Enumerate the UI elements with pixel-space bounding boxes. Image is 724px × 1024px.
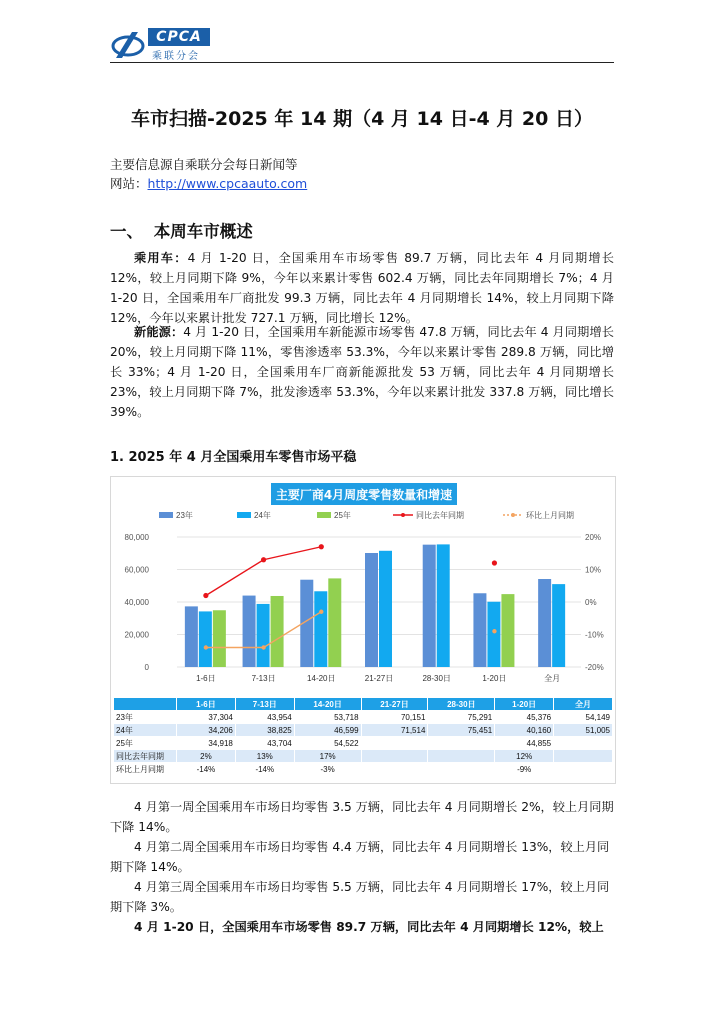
bar-24年 (437, 544, 450, 667)
y-left-tick: 20,000 (124, 630, 149, 640)
table-col-header: 14-20日 (294, 698, 361, 711)
y-right-tick: -10% (585, 630, 604, 640)
line-point-同比去年同期 (261, 557, 266, 562)
section-title: 本周车市概述 (153, 222, 253, 241)
table-cell: -3% (294, 763, 361, 776)
table-col-header: 1-6日 (177, 698, 236, 711)
week2-paragraph (110, 837, 614, 877)
section-number: 一、 (110, 222, 143, 241)
table-col-header: 28-30日 (428, 698, 495, 711)
bar-25年 (271, 596, 284, 667)
table-row-label: 环比上月同期 (114, 763, 177, 776)
y-left-tick: 0 (144, 663, 149, 672)
chart-title: 主要厂商4月周度零售数量和增速 (275, 488, 453, 502)
table-cell: 37,304 (177, 711, 236, 724)
table-cell: 13% (235, 750, 294, 763)
table-row-label: 同比去年同期 (114, 750, 177, 763)
table-cell: 34,206 (177, 724, 236, 737)
table-corner (114, 698, 177, 711)
summary-text: 4 月 1-20 日，全国乘用车市场零售 89.7 万辆，同比去年 4 月同期增长 12%，较上 (134, 920, 604, 934)
para-label: 新能源： (134, 325, 184, 339)
website-label: 网站： (110, 176, 148, 191)
x-tick-label: 7-13日 (251, 674, 276, 683)
table-cell: 71,514 (361, 724, 428, 737)
y-right-tick: -20% (585, 663, 604, 672)
table-cell: 17% (294, 750, 361, 763)
table-cell: 53,718 (294, 711, 361, 724)
table-cell: 75,451 (428, 724, 495, 737)
logo-text: CPCA (148, 28, 210, 46)
table-cell (361, 737, 428, 750)
page-header (110, 28, 614, 63)
week-text: 4 月第二周全国乘用车市场日均零售 4.4 万辆，同比去年 4 月同期增长 13%，较上月同期下降 14%。 (110, 840, 610, 874)
x-tick-label: 21-27日 (364, 674, 394, 683)
y-right-tick: 0% (585, 598, 597, 607)
table-cell: 75,291 (428, 711, 495, 724)
table-cell: -14% (177, 763, 236, 776)
subsection-heading: 1. 2025 年 4 月全国乘用车零售市场平稳 (110, 450, 357, 465)
bar-25年 (213, 610, 226, 667)
website-link[interactable]: http://www.cpcaauto.com (147, 176, 308, 191)
table-cell: 45,376 (495, 711, 554, 724)
summary-line (110, 917, 614, 937)
line-point-同比去年同期 (319, 544, 324, 549)
logo-cn-text: 乘联分会 (152, 51, 200, 62)
line-point-同比去年同期 (203, 593, 208, 598)
table-cell: 54,522 (294, 737, 361, 750)
bar-23年 (473, 593, 486, 667)
legend-label: 24年 (254, 511, 271, 520)
legend-swatch (317, 512, 331, 518)
week3-paragraph (110, 877, 614, 917)
line-point-同比去年同期 (492, 560, 497, 565)
weekly-retail-chart (110, 476, 616, 784)
table-cell (428, 737, 495, 750)
para-label: 乘用车： (134, 251, 188, 265)
bar-23年 (365, 553, 378, 667)
table-cell (361, 763, 428, 776)
series-line-同比去年同期 (264, 547, 322, 560)
legend-label: 环比上月同期 (526, 511, 574, 520)
bar-25年 (328, 578, 341, 667)
table-cell (361, 750, 428, 763)
table-cell: 54,149 (554, 711, 613, 724)
table-row-label: 23年 (114, 711, 177, 724)
table-cell (554, 763, 613, 776)
table-cell: -9% (495, 763, 554, 776)
week1-paragraph (110, 797, 614, 837)
y-left-tick: 80,000 (124, 533, 149, 542)
page-title: 车市扫描-2025 年 14 期（4 月 14 日-4 月 20 日） (131, 108, 593, 130)
legend-label: 23年 (176, 511, 193, 520)
passenger-car-paragraph (110, 248, 614, 328)
website-line (110, 174, 307, 192)
line-point-环比上月同期 (261, 645, 265, 649)
para-text: 4 月 1-20 日，全国乘用车新能源市场零售 47.8 万辆，同比去年 4 月同期增长 20%，较上月同期下降 11%，零售渗透率 53.3%，今年以来累计零售 289.8 万辆，同比增长 33%；4 月 1-20 日，全国乘用车厂商新能源批发 53 万辆，同比去年 4 月同期增长 23%，较上月同期下降 7%，批发渗透率 53.3%，今年以来累计批发 337.8 万辆，同比增长 39%。 (110, 325, 614, 419)
table-col-header: 7-13日 (235, 698, 294, 711)
bar-23年 (243, 596, 256, 667)
table-cell: 12% (495, 750, 554, 763)
cpca-emblem-icon (110, 28, 150, 62)
legend-label: 同比去年同期 (416, 511, 464, 520)
x-tick-label: 28-30日 (422, 674, 451, 683)
x-tick-label: 14-20日 (307, 674, 336, 683)
cpca-logo (110, 28, 220, 62)
table-cell: 44,855 (495, 737, 554, 750)
table-cell: 34,918 (177, 737, 236, 750)
x-tick-label: 1-20日 (482, 674, 507, 683)
legend-swatch (159, 512, 173, 518)
table-cell: 43,954 (235, 711, 294, 724)
table-cell: 51,005 (554, 724, 613, 737)
table-row-label: 25年 (114, 737, 177, 750)
table-col-header: 1-20日 (495, 698, 554, 711)
legend-swatch (237, 512, 251, 518)
table-cell: 43,704 (235, 737, 294, 750)
para-text: 4 月 1-20 日，全国乘用车市场零售 89.7 万辆，同比去年 4 月同期增长 12%，较上月同期下降 9%，今年以来累计零售 602.4 万辆，同比去年同期增长 7%；4 月 1-20 日，全国乘用车厂商批发 99.3 万辆，同比去年 4 月同期增长 14%，较上月同期下降 12%，今年以来累计批发 727.1 万辆，同比增长 12%。 (110, 251, 614, 325)
table-cell (554, 750, 613, 763)
bar-25年 (501, 594, 514, 667)
bar-24年 (199, 611, 212, 667)
line-point-环比上月同期 (319, 610, 323, 614)
x-tick-label: 1-6日 (196, 674, 216, 683)
line-point-环比上月同期 (492, 629, 496, 633)
table-cell (428, 763, 495, 776)
table-cell: -14% (235, 763, 294, 776)
table-col-header: 全月 (554, 698, 613, 711)
bar-23年 (185, 606, 198, 667)
table-cell: 38,825 (235, 724, 294, 737)
table-cell: 46,599 (294, 724, 361, 737)
table-cell (428, 750, 495, 763)
series-line-同比去年同期 (206, 560, 264, 596)
table-cell: 2% (177, 750, 236, 763)
bar-23年 (538, 579, 551, 667)
bar-24年 (379, 551, 392, 667)
legend-marker (511, 513, 515, 517)
chart-data-table (113, 697, 613, 776)
y-left-tick: 60,000 (124, 565, 149, 575)
table-row-label: 24年 (114, 724, 177, 737)
y-right-tick: 20% (585, 533, 602, 542)
table-cell (554, 737, 613, 750)
y-left-tick: 40,000 (124, 598, 149, 607)
y-right-tick: 10% (585, 565, 602, 575)
bar-24年 (552, 584, 565, 667)
bar-24年 (257, 604, 270, 667)
chart-svg (111, 477, 615, 695)
section-heading (110, 218, 253, 242)
bar-23年 (423, 545, 436, 667)
legend-marker (401, 513, 405, 517)
week-text: 4 月第三周全国乘用车市场日均零售 5.5 万辆，同比去年 4 月同期增长 17%，较上月同期下降 3%。 (110, 880, 610, 914)
nev-paragraph (110, 322, 614, 422)
x-tick-label: 全月 (544, 674, 561, 683)
table-col-header: 21-27日 (361, 698, 428, 711)
bar-24年 (314, 591, 327, 667)
bar-24年 (487, 602, 500, 667)
table-cell: 70,151 (361, 711, 428, 724)
source-line: 主要信息源自乘联分会每日新闻等 (110, 157, 298, 172)
table-cell: 40,160 (495, 724, 554, 737)
line-point-环比上月同期 (204, 645, 208, 649)
legend-label: 25年 (334, 511, 351, 520)
week-text: 4 月第一周全国乘用车市场日均零售 3.5 万辆，同比去年 4 月同期增长 2%，较上月同期下降 14%。 (110, 800, 614, 834)
